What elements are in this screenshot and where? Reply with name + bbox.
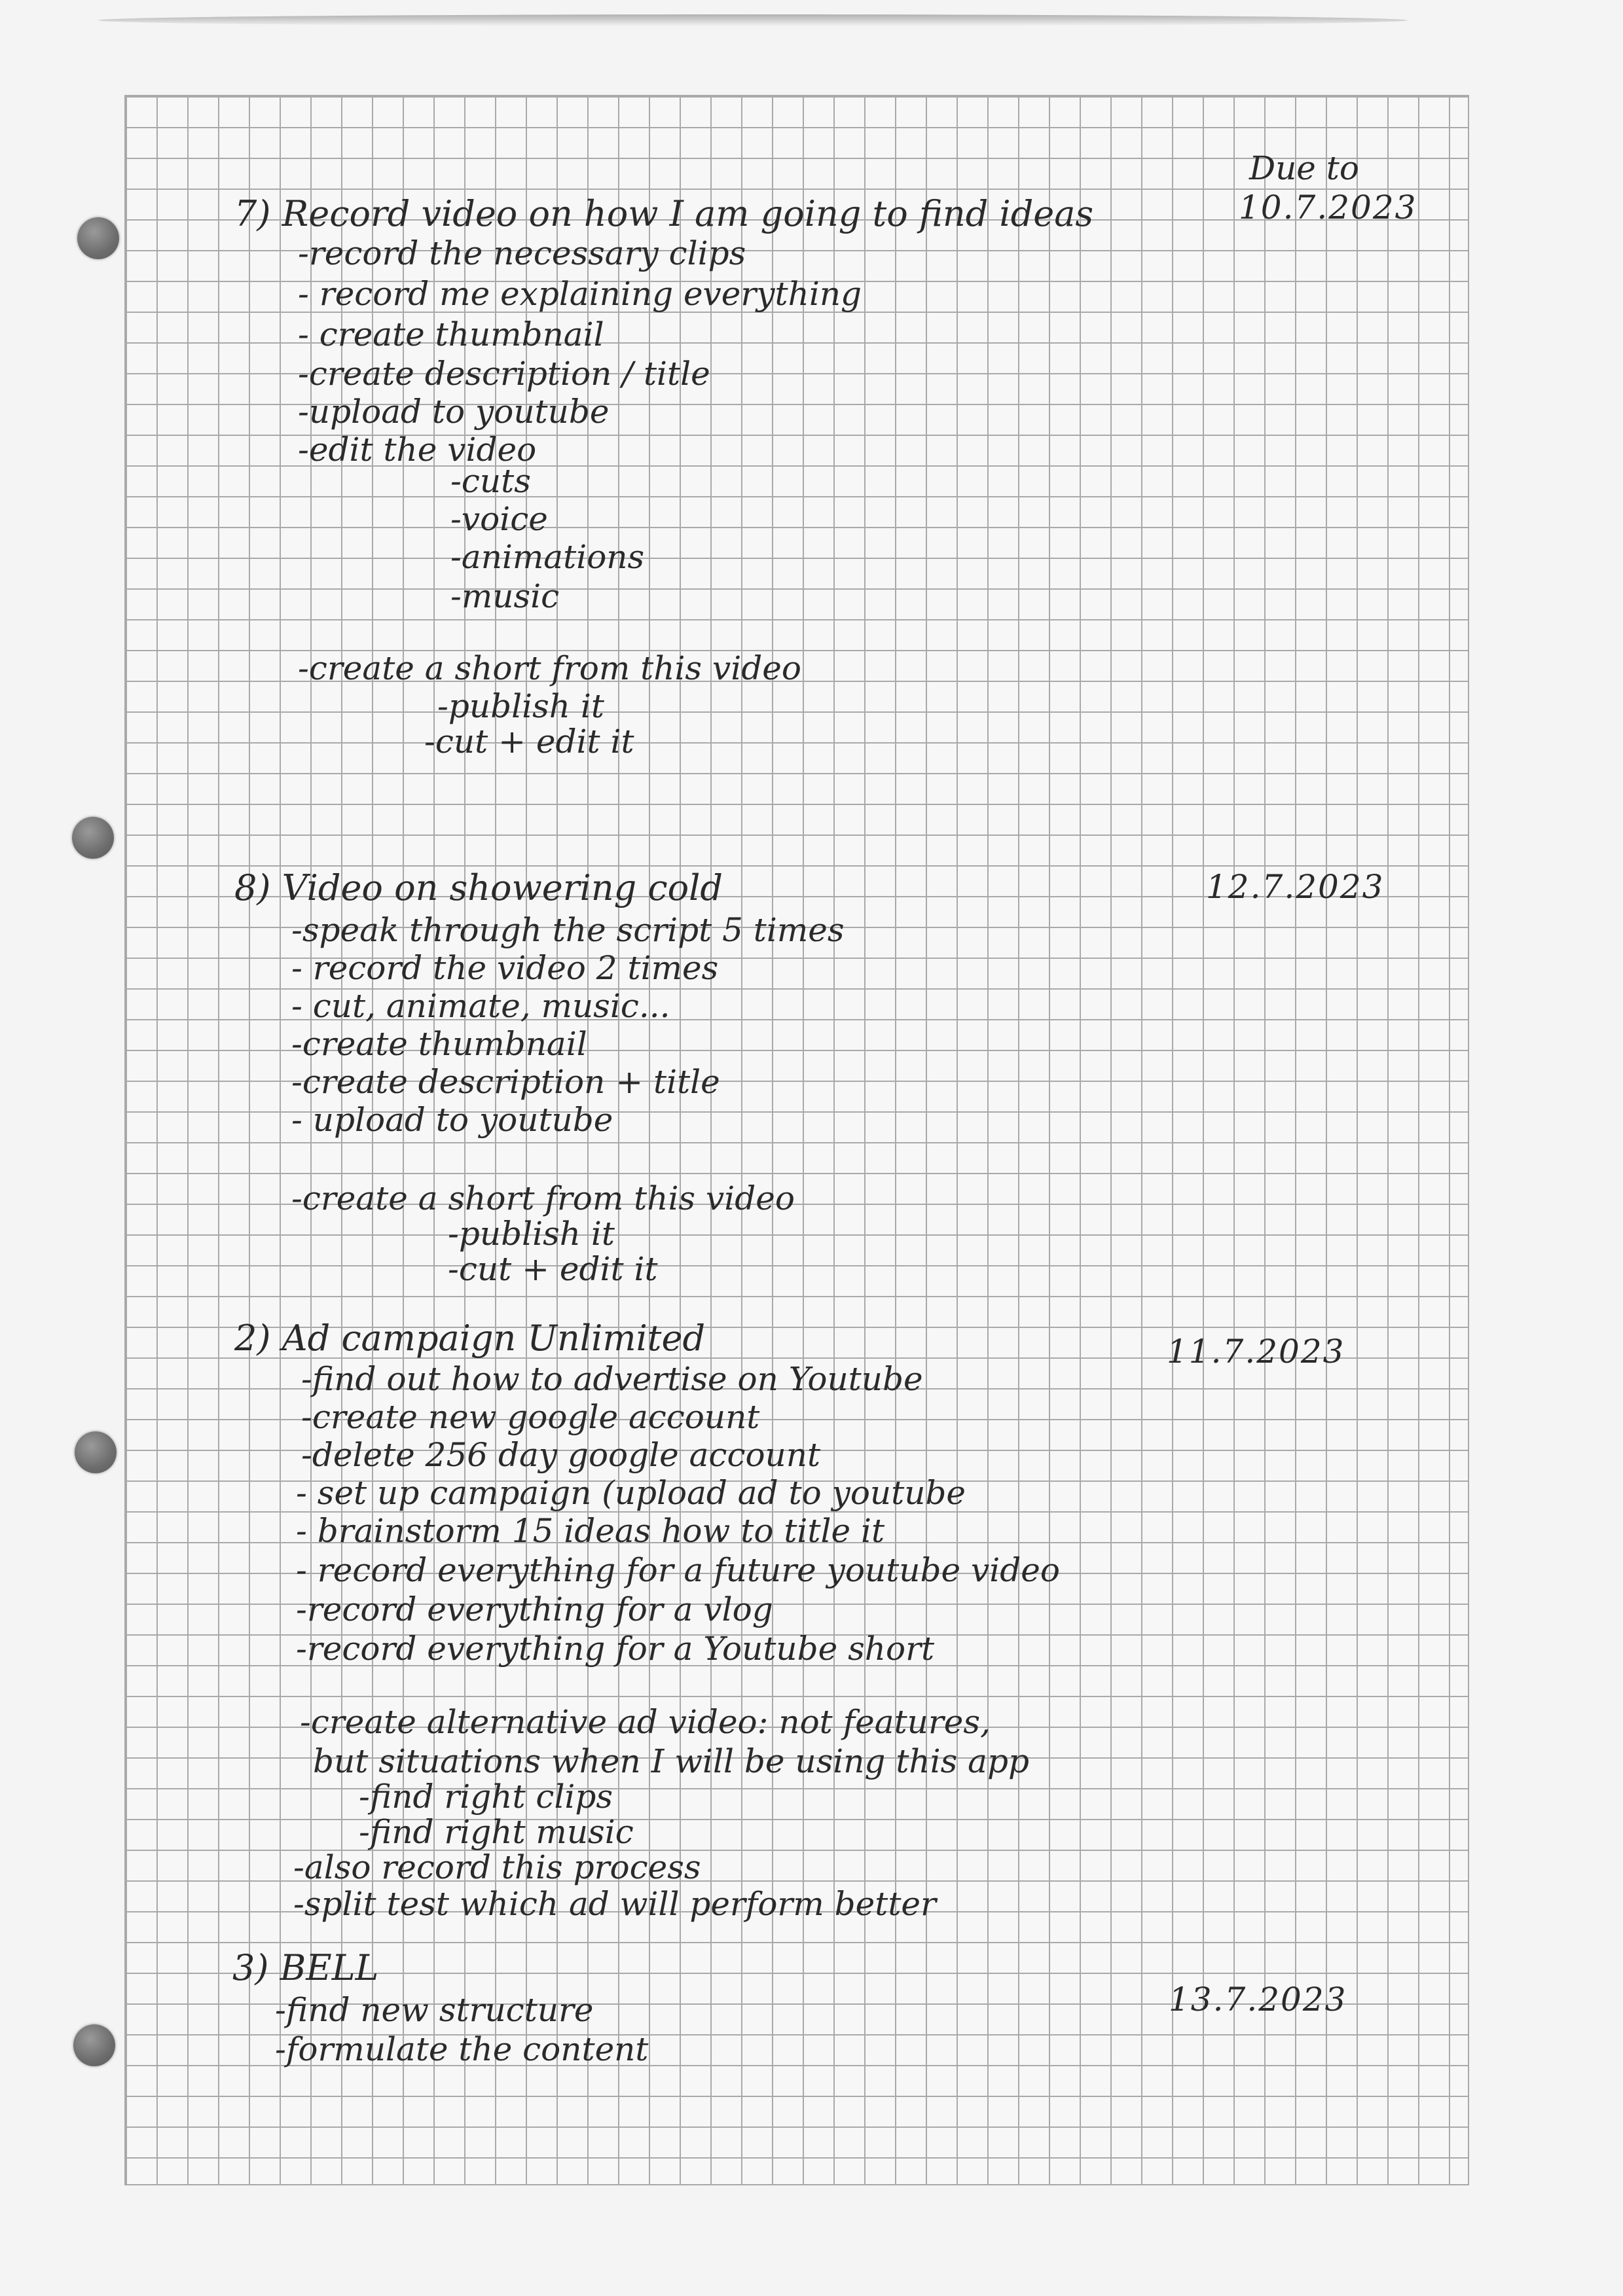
task-item: - record everything for a future youtube video (296, 1551, 1060, 1589)
task-subitem: -cuts (450, 462, 531, 500)
task-item: -edit the video (298, 431, 537, 469)
task-heading: 3) BELL (232, 1947, 379, 1988)
punch-hole-4 (73, 2024, 115, 2066)
task-subitem: -publish it (437, 687, 604, 725)
task-subitem: -cut + edit it (448, 1250, 658, 1288)
task-subitem: -publish it (448, 1215, 615, 1253)
task-item: -create a short from this video (291, 1179, 795, 1217)
task-item: -also record this process (293, 1848, 701, 1886)
task-item: -create thumbnail (291, 1025, 587, 1063)
task-subitem: -find right music (359, 1813, 634, 1851)
task-item: -create a short from this video (298, 649, 801, 687)
task-subitem: -find right clips (359, 1778, 613, 1816)
task-item: -find out how to advertise on Youtube (301, 1360, 923, 1398)
task-item: -delete 256 day google account (301, 1436, 821, 1474)
page-edge-shadow (98, 14, 1408, 26)
punch-hole-1 (77, 217, 119, 259)
task-heading: 2) Ad campaign Unlimited (234, 1318, 706, 1359)
task-item: - record me explaining everything (298, 275, 862, 313)
task-item: - create thumbnail (298, 315, 604, 353)
task-date: 13.7.2023 (1169, 1981, 1347, 2018)
task-item: - upload to youtube (291, 1101, 613, 1139)
task-item: -split test which ad will perform better (293, 1885, 936, 1923)
task-item: - set up campaign (upload ad to youtube (296, 1474, 966, 1512)
task-item: -create alternative ad video: not features, (300, 1703, 991, 1741)
task-item: -record everything for a vlog (296, 1590, 773, 1628)
task-date: 12.7.2023 (1206, 868, 1385, 906)
task-item: -create description + title (291, 1063, 720, 1101)
task-item: - record the video 2 times (291, 949, 719, 987)
task-item: -record everything for a Youtube short (296, 1630, 935, 1668)
task-item: -upload to youtube (298, 393, 610, 431)
task-item: -create description / title (298, 355, 710, 393)
task-date: 11.7.2023 (1167, 1333, 1345, 1371)
task-heading: 7) Record video on how I am going to find ideas (234, 193, 1094, 234)
task-item: -record the necessary clips (298, 234, 746, 272)
task-item: -formulate the content (275, 2030, 649, 2068)
task-subitem: -cut + edit it (424, 723, 634, 761)
task-date: 10.7.2023 (1239, 188, 1417, 226)
task-item: - brainstorm 15 ideas how to title it (296, 1512, 885, 1550)
punch-hole-3 (75, 1431, 117, 1473)
task-item: -create new google account (301, 1398, 760, 1436)
task-item: - cut, animate, music... (291, 987, 670, 1025)
task-item: but situations when I will be using this app (313, 1742, 1029, 1780)
task-item: -find new structure (275, 1991, 594, 2029)
task-heading: 8) Video on showering cold (234, 867, 723, 908)
task-subitem: -voice (450, 500, 548, 538)
task-item: -speak through the script 5 times (291, 911, 845, 949)
due-label: Due to (1249, 149, 1359, 187)
task-subitem: -animations (450, 538, 645, 576)
task-subitem: -music (450, 577, 560, 615)
punch-hole-2 (72, 817, 114, 859)
